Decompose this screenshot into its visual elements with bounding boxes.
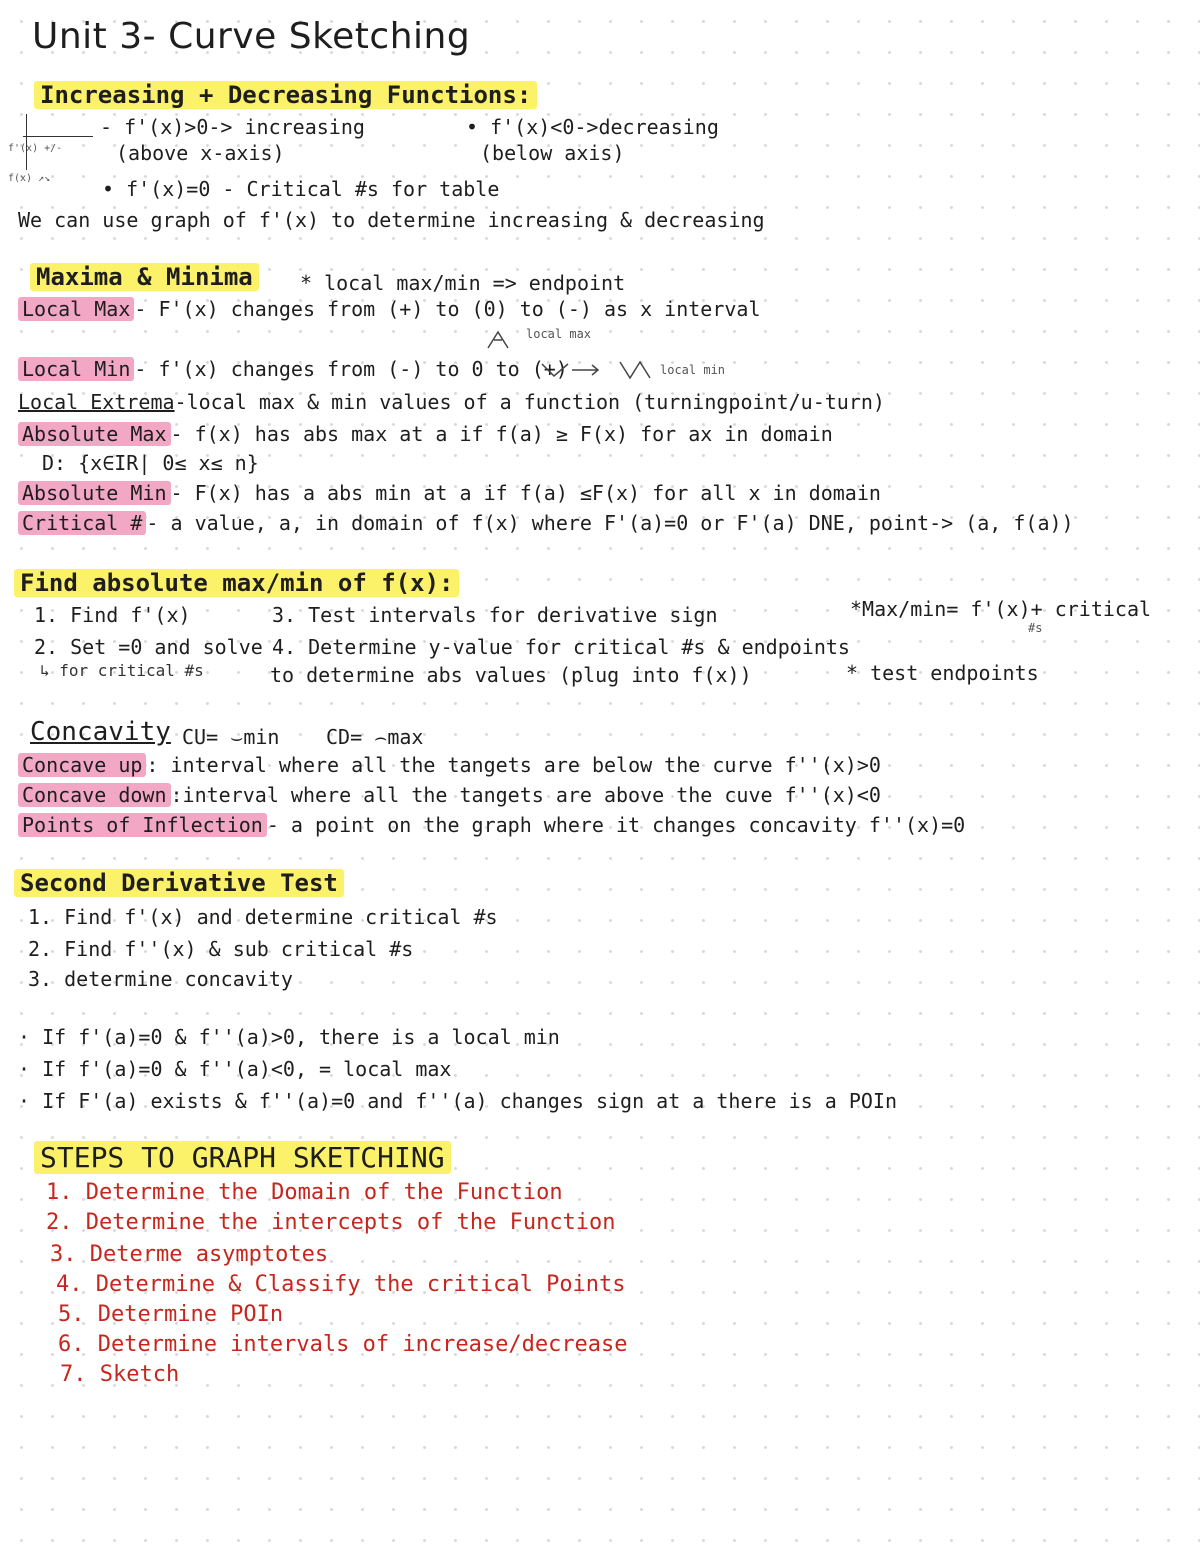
domain-note: D: {x∈IR| 0≤ x≤ n}	[42, 451, 259, 475]
sdt-step-1: 1. Find f'(x) and determine critical #s	[28, 905, 498, 929]
heading-highlight: Maxima & Minima	[30, 263, 259, 291]
critical-row	[18, 512, 1074, 535]
critical-number-rule: • f'(x)=0 - Critical #s for table	[102, 177, 500, 201]
abs-max-definition: - f(x) has abs max at a if f(a) ≥ F(x) for ax in domain	[170, 422, 833, 446]
term-absolute-min: Absolute Min	[18, 481, 171, 505]
heading-highlight: Second Derivative Test	[14, 869, 344, 897]
section-heading-inc-dec	[34, 82, 537, 110]
term-critical-number: Critical #	[18, 511, 146, 535]
abs-max-row	[18, 423, 833, 446]
sign-table-row-function: f(x) ↗↘	[8, 173, 51, 184]
abs-step-3: 3. Test intervals for derivative sign	[272, 603, 718, 627]
section-heading-concavity: Concavity	[30, 717, 171, 747]
abs-min-definition: - F(x) has a abs min at a if f(a) ≤F(x) for all x in domain	[170, 481, 881, 505]
sign-table-row-derivative: f'(x) +/-	[8, 143, 63, 154]
abs-step-4-sub: to determine abs values (plug into f(x))	[270, 663, 752, 687]
term-local-extrema: Local Extrema	[18, 390, 175, 414]
critical-definition: - a value, a, in domain of f(x) where F'(a)=0 or F'(a) DNE, point-> (a, f(a))	[146, 511, 1074, 535]
concave-down-row	[18, 784, 881, 807]
sdt-rule-local-min: · If f'(a)=0 & f''(a)>0, there is a local min	[18, 1025, 560, 1049]
abs-step-4: 4. Determine y-value for critical #s & endpoints	[272, 635, 850, 659]
graph-step: 6. Determine intervals of increase/decrease	[58, 1332, 628, 1357]
heading-highlight: STEPS TO GRAPH SKETCHING	[34, 1141, 451, 1174]
graph-note: We can use graph of f'(x) to determine increasing & decreasing	[18, 208, 765, 232]
concave-up-shape: CU= ⌣min	[182, 725, 280, 749]
term-local-min: Local Min	[18, 357, 134, 381]
local-min-definition: - f'(x) changes from (-) to 0 to (+)	[134, 357, 568, 381]
abs-side-note-1-sub: #s	[1028, 621, 1043, 635]
term-points-of-inflection: Points of Inflection	[18, 813, 267, 837]
local-max-row	[18, 298, 761, 321]
decreasing-note: (below axis)	[480, 141, 625, 165]
abs-side-note-2: * test endpoints	[846, 661, 1039, 685]
sign-table	[26, 114, 93, 170]
section-heading-abs	[14, 570, 459, 598]
term-absolute-max: Absolute Max	[18, 422, 171, 446]
graph-step: 2. Determine the intercepts of the Function	[46, 1210, 616, 1235]
sign-table-divider	[23, 136, 93, 137]
local-min-arrow-icon	[540, 360, 604, 382]
local-extrema-definition: -local max & min values of a function (turningpoint/u-turn)	[174, 390, 885, 414]
local-min-sketch-label: local min	[660, 363, 726, 377]
increasing-note: (above x-axis)	[116, 141, 285, 165]
heading-highlight: Increasing + Decreasing Functions:	[34, 81, 537, 109]
local-extrema-row	[18, 391, 885, 414]
poi-definition: - a point on the graph where it changes concavity f''(x)=0	[266, 813, 966, 837]
abs-side-note-1: *Max/min= f'(x)+ critical	[850, 597, 1152, 621]
poi-row	[18, 814, 965, 837]
abs-step-2-sub: ↳ for critical #s	[40, 661, 204, 680]
graph-step: 4. Determine & Classify the critical Points	[56, 1272, 626, 1297]
term-concave-up: Concave up	[18, 753, 146, 777]
concave-up-row	[18, 754, 881, 777]
graph-step: 7. Sketch	[60, 1362, 180, 1387]
increasing-rule: - f'(x)>0-> increasing	[100, 115, 365, 139]
abs-step-1: 1. Find f'(x)	[34, 603, 191, 627]
section-heading-second-derivative	[14, 870, 344, 898]
local-min-sketch-icon	[618, 358, 658, 382]
term-local-max: Local Max	[18, 297, 134, 321]
local-max-definition: - F'(x) changes from (+) to (0) to (-) as x interval	[134, 297, 761, 321]
graph-step: 1. Determine the Domain of the Function	[46, 1180, 563, 1205]
abs-step-2: 2. Set =0 and solve	[34, 635, 263, 659]
graph-step: 3. Determe asymptotes	[50, 1242, 329, 1267]
section-heading-graph-steps	[34, 1142, 451, 1174]
heading-highlight: Find absolute max/min of f(x):	[14, 569, 459, 597]
concave-up-definition: : interval where all the tangets are below the curve f''(x)>0	[146, 753, 881, 777]
section-heading-maxmin	[30, 264, 259, 292]
sdt-rule-local-max: · If f'(a)=0 & f''(a)<0, = local max	[18, 1057, 452, 1081]
endpoint-note: * local max/min => endpoint	[300, 271, 626, 295]
local-max-sketch-icon	[486, 326, 526, 350]
abs-min-row	[18, 482, 881, 505]
graph-step: 5. Determine POIn	[58, 1302, 284, 1327]
page-title: Unit 3- Curve Sketching	[32, 16, 471, 57]
local-min-row	[18, 358, 568, 381]
sdt-step-3: 3. determine concavity	[28, 967, 293, 991]
sdt-rule-poi: · If F'(a) exists & f''(a)=0 and f''(a) changes sign at a there is a POIn	[18, 1089, 897, 1113]
sdt-step-2: 2. Find f''(x) & sub critical #s	[28, 937, 414, 961]
concave-down-shape: CD= ⌢max	[326, 725, 424, 749]
term-concave-down: Concave down	[18, 783, 171, 807]
decreasing-rule: • f'(x)<0->decreasing	[466, 115, 719, 139]
concave-down-definition: :interval where all the tangets are above the cuve f''(x)<0	[170, 783, 881, 807]
local-max-sketch-label: local max	[526, 327, 592, 341]
